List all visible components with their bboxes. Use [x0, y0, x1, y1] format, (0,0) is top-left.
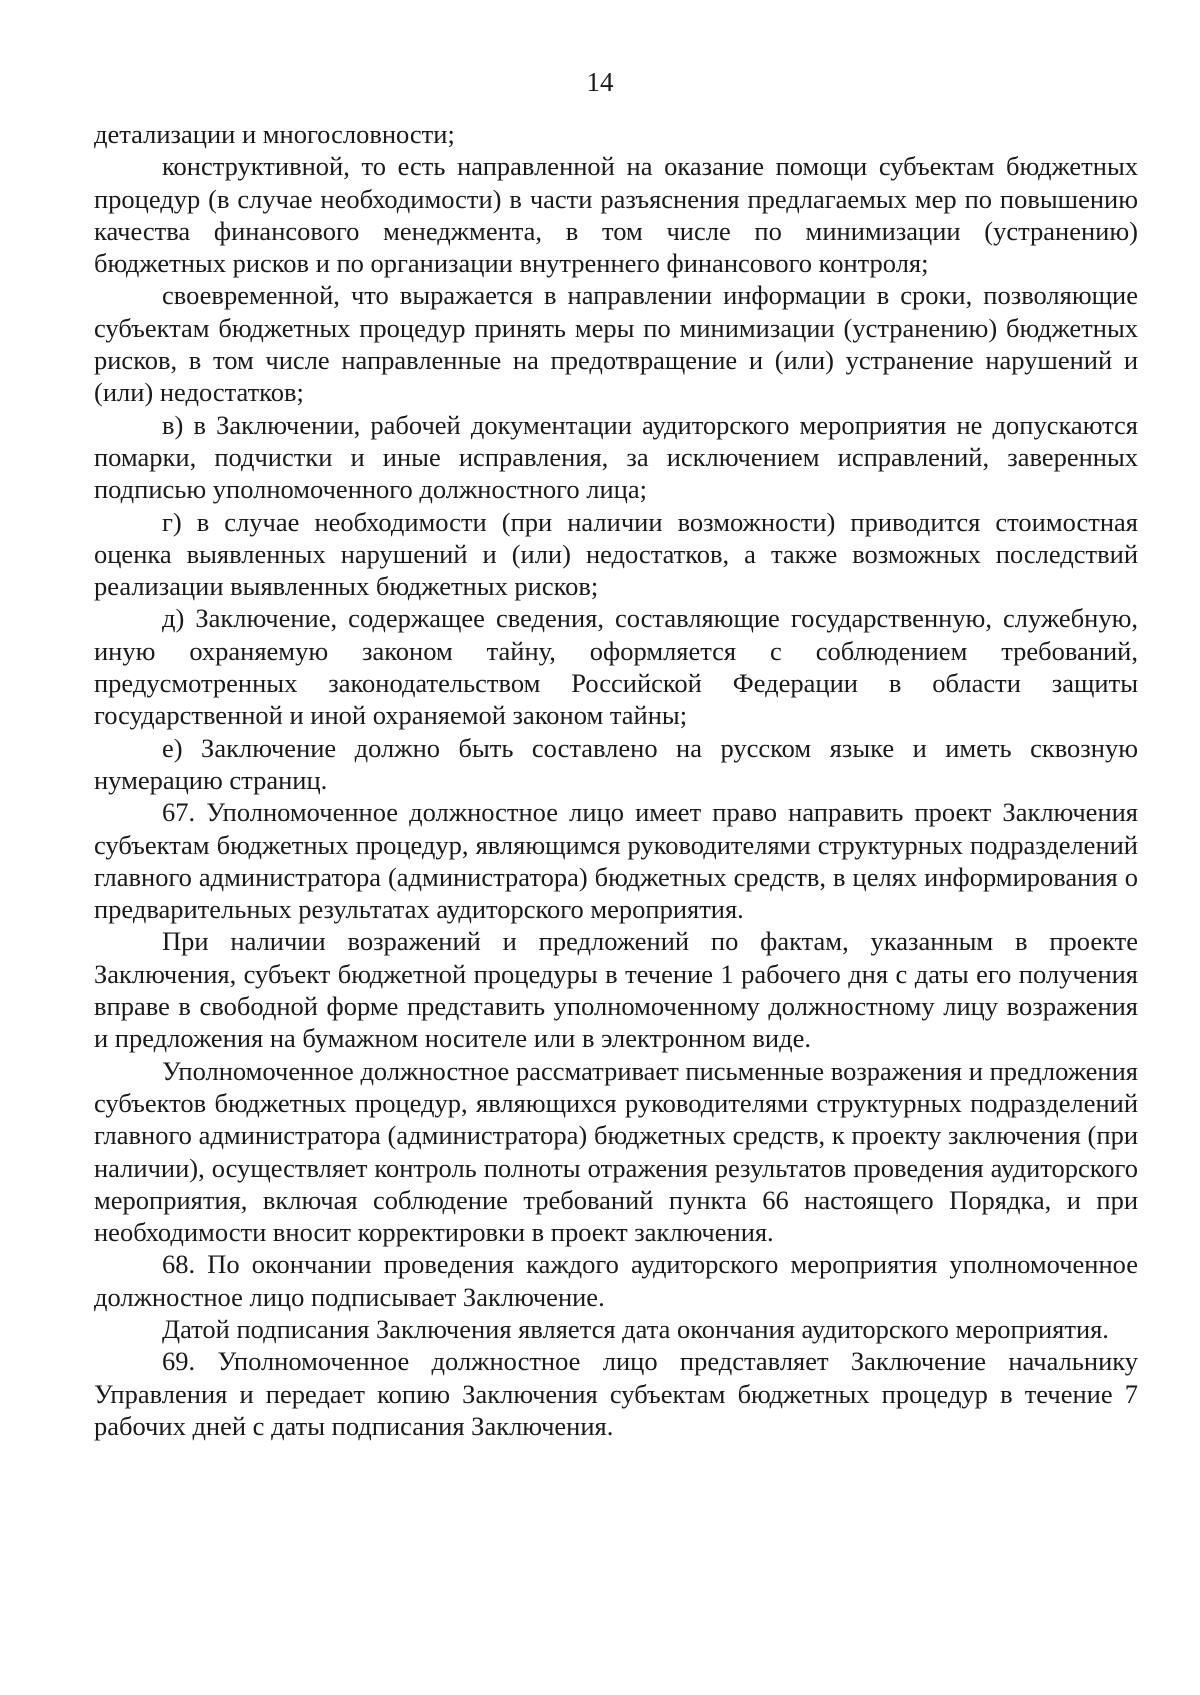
paragraph: г) в случае необходимости (при наличии возможности) приводится стоимостная оценка выявленных нарушений и (или) недостатков, а также возможных последствий реализации выявленных бюджетных рисков;: [94, 506, 1138, 602]
paragraph: 67. Уполномоченное должностное лицо имеет право направить проект Заключения субъектам бюджетных процедур, являющимся руководителями структурных подразделений главного администратора (администратора) бюджетных средств, в целях информирования о предварительных результатах аудиторского мероприятия.: [94, 797, 1138, 925]
paragraph: 68. По окончании проведения каждого аудиторского мероприятия уполномоченное должностное лицо подписывает Заключение.: [94, 1249, 1138, 1312]
paragraph: в) в Заключении, рабочей документации аудиторского мероприятия не допускаются помарки, подчистки и иные исправления, за исключением исправлений, заверенных подписью уполномоченного должностного лица;: [94, 409, 1138, 505]
paragraph: Датой подписания Заключения является дата окончания аудиторского мероприятия.: [162, 1313, 1109, 1344]
paragraph: конструктивной, то есть направленной на оказание помощи субъектам бюджетных процедур (в случае необходимости) в части разъяснения предлагаемых мер по повышению качества финансового менеджмента, в том числе по минимизации (устранению) бюджетных рисков и по организации внутреннего финансового контроля;: [94, 151, 1138, 279]
paragraph: д) Заключение, содержащее сведения, составляющие государственную, служебную, иную охраняемую законом тайну, оформляется с соблюдением требований, предусмотренных законодательством Российской Федерации в области защиты государственной и иной охраняемой законом тайны;: [94, 603, 1138, 731]
document-body: [94, 118, 1138, 1442]
paragraph: При наличии возражений и предложений по фактам, указанным в проекте Заключения, субъект бюджетной процедуры в течение 1 рабочего дня с даты его получения вправе в свободной форме представить уполномоченному должностному лицу возражения и предложения на бумажном носителе или в электронном виде.: [94, 926, 1138, 1054]
paragraph: детализации и многословности;: [94, 119, 455, 149]
page-number: 14: [586, 67, 614, 97]
paragraph: Уполномоченное должностное рассматривает письменные возражения и предложения субъектов бюджетных процедур, являющихся руководителями структурных подразделений главного администратора (администратора) бюджетных средств, к проекту заключения (при наличии), осуществляет контроль полноты отражения результатов проведения аудиторского мероприятия, включая соблюдение требований пункта 66 настоящего Порядка, и при необходимости вносит корректировки в проект заключения.: [94, 1055, 1138, 1248]
paragraph: 69. Уполномоченное должностное лицо представляет Заключение начальнику Управления и передает копию Заключения субъектам бюджетных процедур в течение 7 рабочих дней с даты подписания Заключения.: [94, 1346, 1138, 1441]
paragraph: е) Заключение должно быть составлено на русском языке и иметь сквозную нумерацию страниц.: [94, 732, 1138, 795]
paragraph: своевременной, что выражается в направлении информации в сроки, позволяющие субъектам бюджетных процедур принять меры по минимизации (устранению) бюджетных рисков, в том числе направленные на предотвращение и (или) устранение нарушений и (или) недостатков;: [94, 280, 1138, 408]
